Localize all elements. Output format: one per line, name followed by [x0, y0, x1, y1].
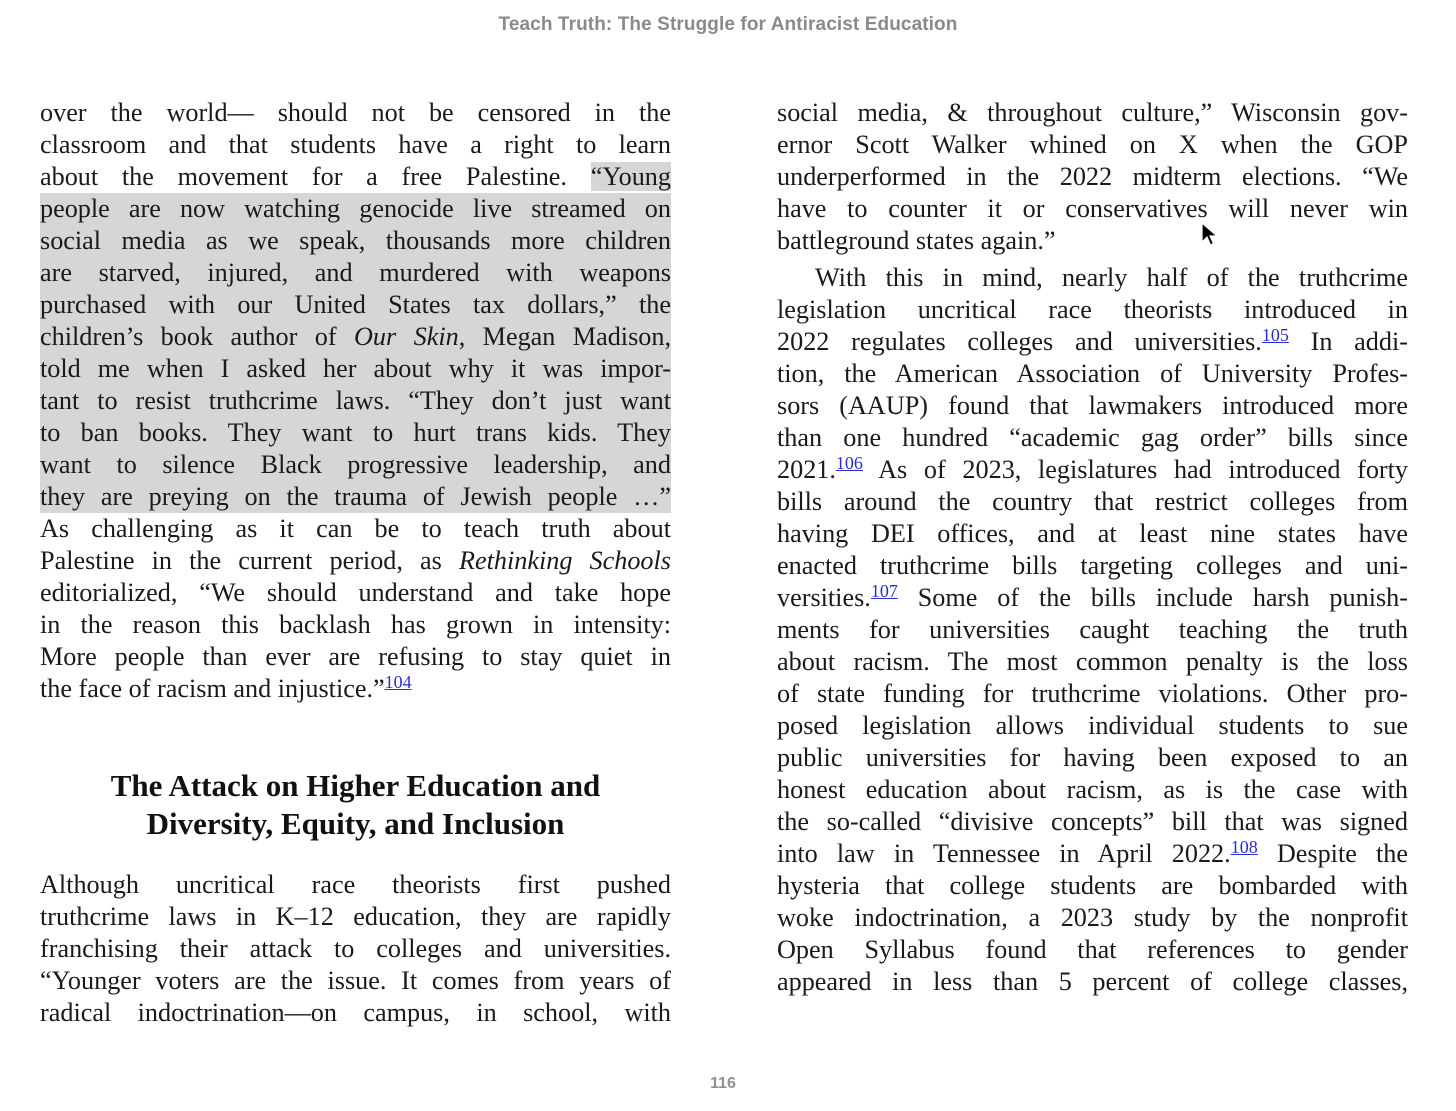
text-fragment: 2022 regulates colleges and universities.	[777, 327, 1262, 356]
text-fragment: Despite the	[1257, 839, 1408, 868]
text-line	[40, 673, 671, 705]
text-fragment: into law in Tennessee in April 2022.	[777, 839, 1231, 868]
section-heading	[40, 767, 671, 843]
text-line: bills around the country that restrict colleges from	[777, 487, 1408, 516]
highlighted-line[interactable]: to ban books. They want to hurt trans kids. They	[40, 418, 671, 447]
text-line: “Younger voters are the issue. It comes from years of	[40, 966, 671, 995]
text-line: classroom and that students have a right to learn	[40, 130, 671, 159]
text-line: having DEI offices, and at least nine states have	[777, 519, 1408, 548]
publication-rethinking-schools: Rethinking Schools	[458, 546, 671, 575]
text-line: Although uncritical race theorists first pushed	[40, 870, 671, 899]
text-fragment: As of 2023, legislatures had introduced forty	[862, 455, 1408, 484]
highlighted-line[interactable]: are starved, injured, and murdered with weapons	[40, 258, 671, 287]
text-line: enacted truthcrime bills targeting colleges and uni-	[777, 551, 1408, 580]
text-line: public universities for having been exposed to an	[777, 743, 1408, 772]
text-line: battleground states again.”	[777, 226, 1056, 255]
highlighted-line[interactable]: people are now watching genocide live streamed on	[40, 194, 671, 223]
paragraph-palestine	[40, 97, 671, 705]
text-fragment: 2021.	[777, 455, 836, 484]
footnote-link-107[interactable]: 107	[870, 581, 898, 601]
text-line: tion, the American Association of University Profes-	[777, 359, 1408, 388]
text-line: With this in mind, nearly half of the truthcrime	[815, 263, 1408, 292]
text-line: ments for universities caught teaching the truth	[777, 615, 1408, 644]
text-line: of state funding for truthcrime violations. Other pro-	[777, 679, 1408, 708]
text-line: legislation uncritical race theorists introduced in	[777, 295, 1408, 324]
text-line: sors (AAUP) found that lawmakers introduced more	[777, 391, 1408, 420]
mouse-pointer-icon	[1201, 222, 1219, 248]
text-fragment: In addi-	[1288, 327, 1408, 356]
page-number: 116	[710, 1075, 736, 1092]
text-line: social media, & throughout culture,” Wisconsin gov-	[777, 98, 1408, 127]
footnote-link-108[interactable]: 108	[1230, 837, 1258, 857]
highlighted-line[interactable]: social media as we speak, thousands more children	[40, 226, 671, 255]
text-line: Open Syllabus found that references to gender	[777, 935, 1408, 964]
text-line	[40, 545, 671, 577]
text-line	[777, 838, 1408, 870]
text-line: about racism. The most common penalty is the loss	[777, 647, 1408, 676]
text-line: As challenging as it can be to teach truth about	[40, 514, 671, 543]
text-fragment: versities.	[777, 583, 871, 612]
footnote-link-106[interactable]: 106	[835, 453, 863, 473]
text-line: posed legislation allows individual students to sue	[777, 711, 1408, 740]
text-line: over the world— should not be censored in the	[40, 98, 671, 127]
text-line	[777, 326, 1408, 358]
text-line: editorialized, “We should understand and take hope	[40, 578, 671, 607]
highlighted-text[interactable]: “Young	[590, 162, 671, 191]
text-line: appeared in less than 5 percent of college classes,	[777, 967, 1408, 996]
right-page	[777, 97, 1408, 998]
heading-line: The Attack on Higher Education and	[110, 768, 601, 803]
text-line: woke indoctrination, a 2023 study by the nonprofit	[777, 903, 1408, 932]
highlighted-line[interactable]: want to silence Black progressive leadership, and	[40, 450, 671, 479]
book-title-our-skin: Our Skin	[354, 322, 459, 351]
text-fragment: , Megan Madison,	[458, 322, 671, 351]
paragraph-legislation	[777, 262, 1408, 998]
text-line: have to counter it or conservatives will never win	[777, 194, 1408, 223]
text-line: ernor Scott Walker whined on X when the GOP	[777, 130, 1408, 159]
text-fragment: about the movement for a free Palestine.	[40, 162, 591, 191]
paragraph-higher-ed	[40, 869, 671, 1029]
text-line: the so-called “divisive concepts” bill that was signed	[777, 807, 1408, 836]
heading-line: Diversity, Equity, and Inclusion	[146, 806, 565, 841]
text-fragment: Some of the bills include harsh punish-	[897, 583, 1408, 612]
text-line	[777, 582, 1408, 614]
highlighted-line[interactable]: purchased with our United States tax dollars,” the	[40, 290, 671, 319]
text-line: honest education about racism, as is the case with	[777, 775, 1408, 804]
left-page	[40, 97, 671, 1029]
text-fragment: the face of racism and injustice.”	[40, 674, 385, 703]
text-line: More people than ever are refusing to stay quiet in	[40, 642, 671, 671]
text-line: radical indoctrination—on campus, in school, with	[40, 998, 671, 1027]
footnote-link-105[interactable]: 105	[1261, 325, 1289, 345]
text-fragment: children’s book author of	[40, 322, 354, 351]
book-title: Teach Truth: The Struggle for Antiracist Education	[498, 14, 958, 35]
text-line: franchising their attack to colleges and universities.	[40, 934, 671, 963]
text-line: hysteria that college students are bombarded with	[777, 871, 1408, 900]
text-line: in the reason this backlash has grown in intensity:	[40, 610, 671, 639]
text-line	[777, 454, 1408, 486]
highlighted-line[interactable]: told me when I asked her about why it was impor-	[40, 354, 671, 383]
text-line: than one hundred “academic gag order” bills since	[777, 423, 1408, 452]
highlighted-line[interactable]: tant to resist truthcrime laws. “They don’t just want	[40, 386, 671, 415]
footnote-link-104[interactable]: 104	[384, 672, 412, 692]
paragraph-walker-quote	[777, 97, 1408, 257]
text-line: truthcrime laws in K–12 education, they are rapidly	[40, 902, 671, 931]
text-line: underperformed in the 2022 midterm elections. “We	[777, 162, 1408, 191]
highlighted-line[interactable]: they are preying on the trauma of Jewish people …”	[40, 482, 671, 511]
text-fragment: Palestine in the current period, as	[40, 546, 459, 575]
highlighted-line[interactable]	[40, 321, 671, 353]
text-line	[40, 161, 671, 193]
